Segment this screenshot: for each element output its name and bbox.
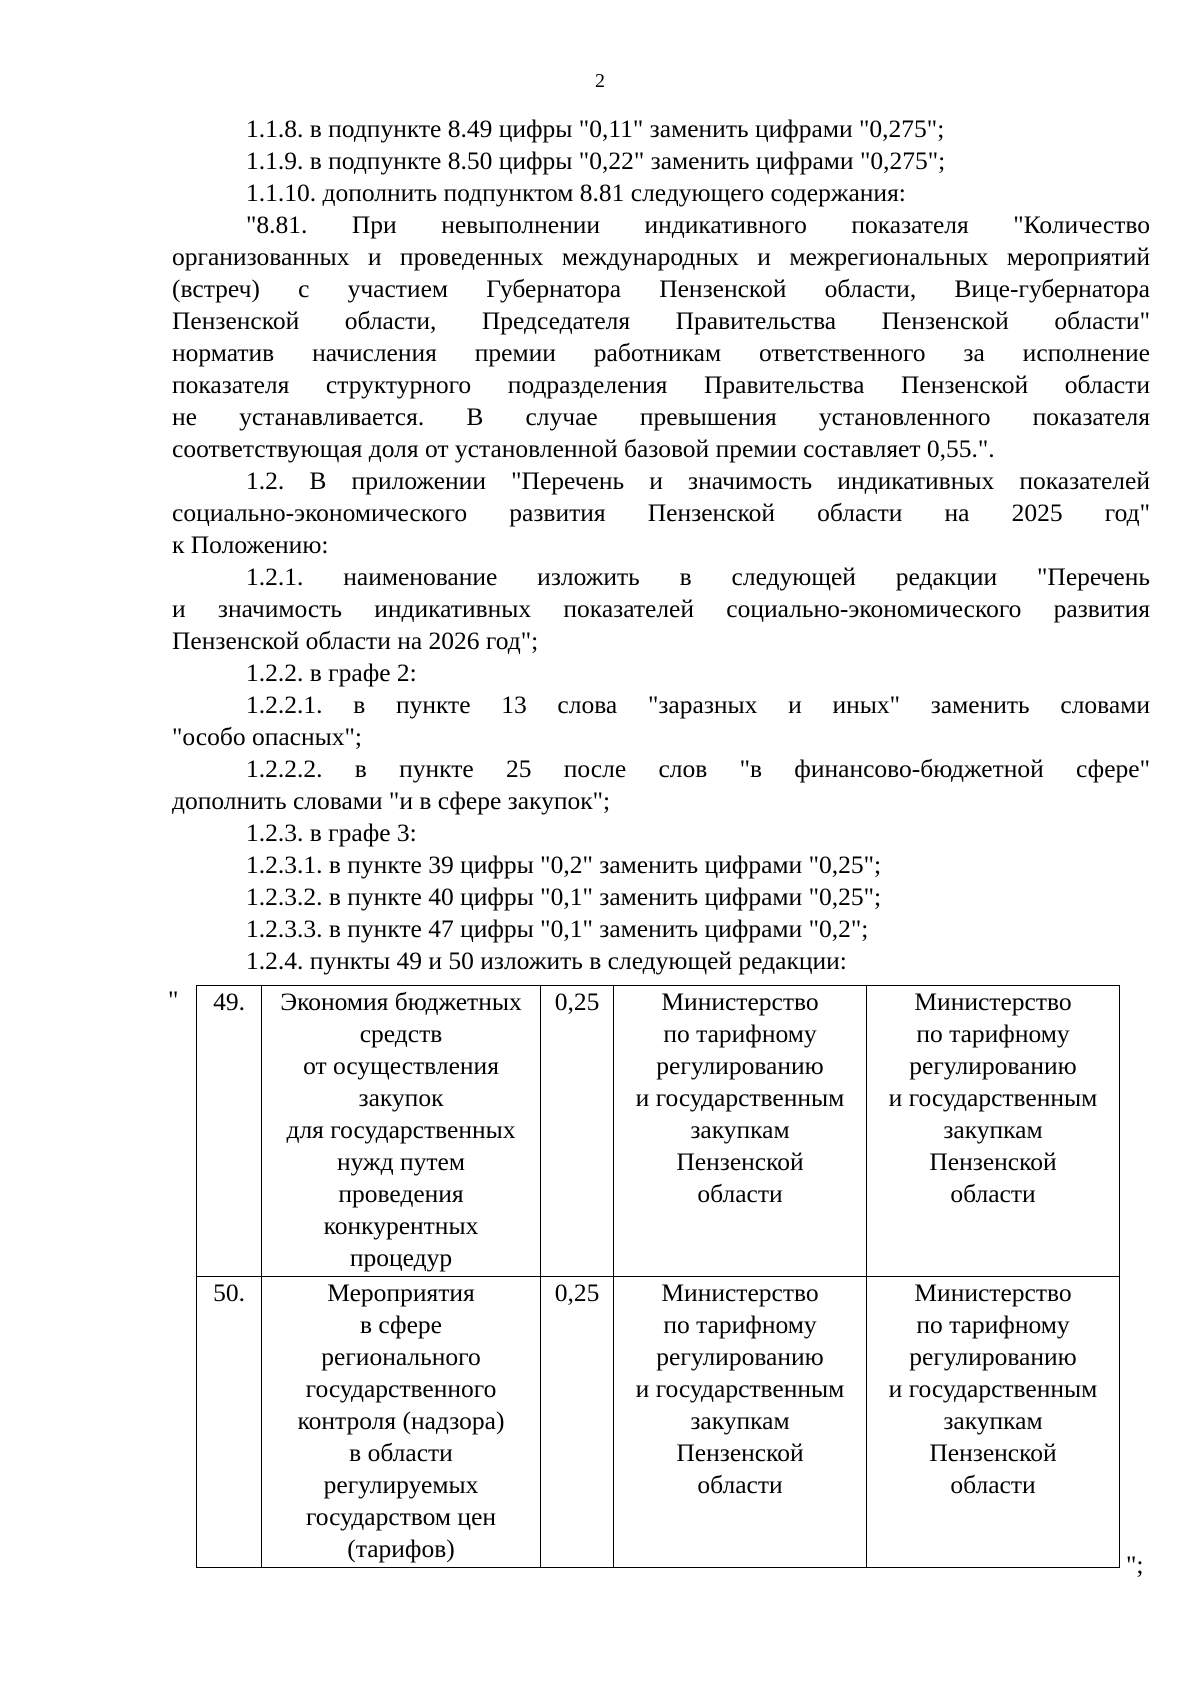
- text-line: Министерство: [661, 987, 819, 1016]
- document-body: [172, 113, 1150, 977]
- paragraph-1-2-2: 1.2.2. в графе 2:: [246, 658, 417, 687]
- text-line: Мероприятия: [327, 1278, 475, 1307]
- text-line: регулированию: [656, 1051, 824, 1080]
- text-line: дополнить словами "и в сфере закупок";: [172, 786, 611, 815]
- paragraph-1-2-2-1: [172, 689, 1150, 753]
- text-line: "8.81. При невыполнении индикативного показателя "Количество: [246, 210, 1150, 239]
- text-line: по тарифному: [663, 1310, 817, 1339]
- text-line: конкурентных: [323, 1211, 479, 1240]
- paragraph-1-2-2-2: [172, 753, 1150, 817]
- text-line: по тарифному: [916, 1019, 1070, 1048]
- table-row: [197, 1277, 1120, 1568]
- text-line: и значимость индикативных показателей социально-экономического развития: [172, 594, 1150, 623]
- responsible: [867, 986, 1120, 1277]
- text-line: (встреч) с участием Губернатора Пензенской области, Вице-губернатора: [172, 274, 1150, 303]
- text-line: Министерство: [914, 987, 1072, 1016]
- text-line: области: [697, 1470, 783, 1499]
- indicator-weight: 0,25: [541, 986, 614, 1277]
- indicator-weight: 0,25: [541, 1277, 614, 1568]
- text-line: 1.2.2.1. в пункте 13 слова "заразных и иных" заменить словами: [246, 690, 1150, 719]
- text-line: по тарифному: [663, 1019, 817, 1048]
- paragraph-1-2-3-1: 1.2.3.1. в пункте 39 цифры "0,2" заменить цифрами "0,25";: [246, 850, 882, 879]
- text-line: средств: [359, 1019, 443, 1048]
- text-line: регулированию: [909, 1051, 1077, 1080]
- paragraph-1-2-4: 1.2.4. пункты 49 и 50 изложить в следующей редакции:: [246, 946, 847, 975]
- text-line: закупок: [358, 1083, 444, 1112]
- paragraph-1-2-3-3: 1.2.3.3. в пункте 47 цифры "0,1" заменить цифрами "0,2";: [246, 914, 869, 943]
- page-number: 2: [595, 70, 605, 92]
- paragraph-1-2-3-2: 1.2.3.2. в пункте 40 цифры "0,1" заменить цифрами "0,25";: [246, 882, 882, 911]
- table-open-quote: ": [168, 985, 179, 1014]
- text-line: Пензенской: [676, 1147, 804, 1176]
- paragraph-1-1-10: 1.1.10. дополнить подпунктом 8.81 следующего содержания:: [246, 178, 906, 207]
- text-line: от осуществления: [303, 1051, 499, 1080]
- indicator-name: [262, 1277, 541, 1568]
- text-line: Министерство: [914, 1278, 1072, 1307]
- text-line: государственного: [305, 1374, 497, 1403]
- text-line: для государственных: [286, 1115, 516, 1144]
- text-line: 1.2.2.2. в пункте 25 после слов "в финансово-бюджетной сфере": [246, 754, 1150, 783]
- text-line: Пензенской: [929, 1438, 1057, 1467]
- text-line: закупкам: [943, 1406, 1043, 1435]
- paragraph-1-1-9: 1.1.9. в подпункте 8.50 цифры "0,22" заменить цифрами "0,275";: [246, 146, 946, 175]
- responsible: [867, 1277, 1120, 1568]
- text-line: "особо опасных";: [172, 722, 363, 751]
- text-line: контроля (надзора): [297, 1406, 505, 1435]
- text-line: и государственным: [888, 1374, 1098, 1403]
- text-line: области: [950, 1470, 1036, 1499]
- text-line: регионального: [321, 1342, 481, 1371]
- table-close-quote: ";: [1126, 1550, 1144, 1579]
- indicator-name: [262, 986, 541, 1277]
- text-line: государством цен: [305, 1502, 497, 1531]
- text-line: Пензенской области на 2026 год";: [172, 626, 539, 655]
- executor: [614, 986, 867, 1277]
- paragraph-1-2-3: 1.2.3. в графе 3:: [246, 818, 417, 847]
- text-line: проведения: [338, 1179, 464, 1208]
- text-line: регулированию: [909, 1342, 1077, 1371]
- text-line: социально-экономического развития Пензенской области на 2025 год": [172, 498, 1150, 527]
- text-line: к Положению:: [172, 530, 329, 559]
- text-line: закупкам: [690, 1406, 790, 1435]
- text-line: 1.2. В приложении "Перечень и значимость индикативных показателей: [246, 466, 1150, 495]
- text-line: норматив начисления премии работникам ответственного за исполнение: [172, 338, 1150, 367]
- text-line: и государственным: [635, 1374, 845, 1403]
- text-line: закупкам: [690, 1115, 790, 1144]
- text-line: Министерство: [661, 1278, 819, 1307]
- text-line: соответствующая доля от установленной базовой премии составляет 0,55.".: [172, 434, 995, 463]
- text-line: области: [950, 1179, 1036, 1208]
- text-line: не устанавливается. В случае превышения установленного показателя: [172, 402, 1150, 431]
- paragraph-8-81: [172, 209, 1150, 465]
- text-line: регулируемых: [323, 1470, 479, 1499]
- table-row: [197, 986, 1120, 1277]
- text-line: организованных и проведенных международных и межрегиональных мероприятий: [172, 242, 1150, 271]
- text-line: Пензенской области, Председателя Правительства Пензенской области": [172, 306, 1150, 335]
- text-line: области: [697, 1179, 783, 1208]
- row-number: 49.: [197, 986, 262, 1277]
- text-line: Пензенской: [929, 1147, 1057, 1176]
- executor: [614, 1277, 867, 1568]
- text-line: Пензенской: [676, 1438, 804, 1467]
- text-line: регулированию: [656, 1342, 824, 1371]
- text-line: и государственным: [888, 1083, 1098, 1112]
- text-line: нужд путем: [336, 1147, 466, 1176]
- paragraph-1-1-8: 1.1.8. в подпункте 8.49 цифры "0,11" заменить цифрами "0,275";: [246, 114, 945, 143]
- text-line: 1.2.1. наименование изложить в следующей редакции "Перечень: [246, 562, 1150, 591]
- text-line: показателя структурного подразделения Правительства Пензенской области: [172, 370, 1150, 399]
- row-number: 50.: [197, 1277, 262, 1568]
- text-line: закупкам: [943, 1115, 1043, 1144]
- text-line: в области: [349, 1438, 453, 1467]
- paragraph-1-2: [172, 465, 1150, 561]
- text-line: процедур: [349, 1243, 453, 1272]
- amendment-table: [196, 985, 1120, 1568]
- text-line: в сфере: [360, 1310, 442, 1339]
- text-line: по тарифному: [916, 1310, 1070, 1339]
- text-line: Экономия бюджетных: [280, 987, 522, 1016]
- text-line: и государственным: [635, 1083, 845, 1112]
- text-line: (тарифов): [347, 1534, 455, 1563]
- paragraph-1-2-1: [172, 561, 1150, 657]
